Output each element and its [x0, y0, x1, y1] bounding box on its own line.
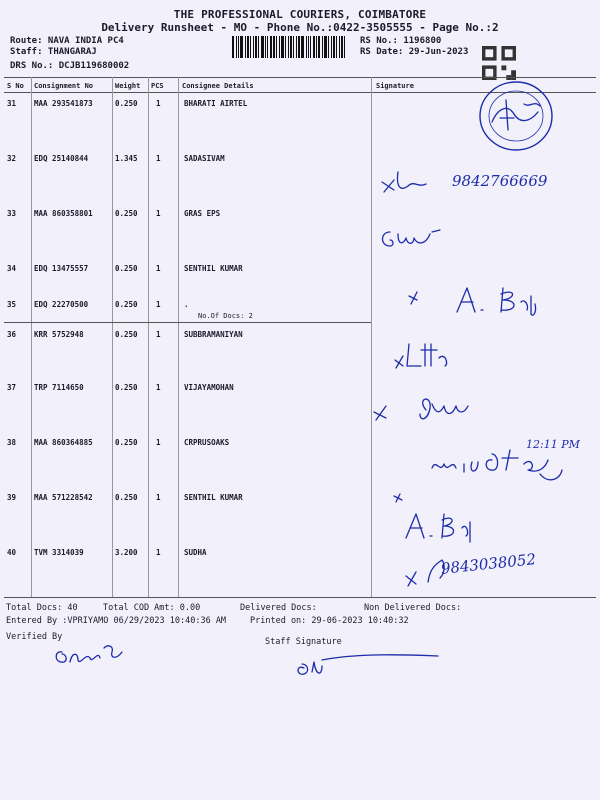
- qr-code-image: [482, 46, 516, 80]
- row-consignee: SUBBRAMANIYAN: [184, 330, 243, 339]
- row-consignment-no: MAA 293541873: [34, 99, 93, 108]
- row-sno: 31: [7, 99, 17, 108]
- row-weight: 0.250: [115, 383, 138, 392]
- row-pcs: 1: [156, 99, 161, 108]
- row-sno: 32: [7, 154, 17, 163]
- row-consignment-no: TVM 3314039: [34, 548, 84, 557]
- col-header-consignee: Consignee Details: [182, 82, 254, 90]
- row-pcs: 1: [156, 438, 161, 447]
- row-sno: 40: [7, 548, 17, 557]
- verified-by-label: Verified By: [6, 632, 63, 642]
- signature-row-36: [393, 340, 463, 374]
- row-pcs: 1: [156, 493, 161, 502]
- row-consignment-no: MAA 860358801: [34, 209, 93, 218]
- row-sno: 35: [7, 300, 17, 309]
- row-weight: 3.200: [115, 548, 138, 557]
- printed-on: Printed on: 29-06-2023 10:40:32: [250, 616, 409, 626]
- row-sno: 38: [7, 438, 17, 447]
- barcode-image: [232, 36, 350, 58]
- row-consignee: SUDHA: [184, 548, 207, 557]
- verifier-signature: [52, 640, 132, 670]
- row-pcs: 1: [156, 300, 161, 309]
- rs-number: RS No.: 1196800: [360, 36, 442, 46]
- total-docs: Total Docs: 40: [6, 603, 78, 613]
- handwritten-phone-40: 9843038052: [440, 550, 537, 578]
- staff-signature: [292, 652, 442, 682]
- row-weight: 0.250: [115, 330, 138, 339]
- row-consignment-no: TRP 7114650: [34, 383, 84, 392]
- row-consignee: BHARATI AIRTEL: [184, 99, 248, 108]
- staff-label: Staff: THANGARAJ: [10, 47, 97, 57]
- row-consignment-no: MAA 860364885: [34, 438, 93, 447]
- route-label: Route: NAVA INDIA PC4: [10, 36, 124, 46]
- row-pcs: 1: [156, 330, 161, 339]
- row-sno: 33: [7, 209, 17, 218]
- row-weight: 1.345: [115, 154, 138, 163]
- row-consignment-no: EDQ 25140844: [34, 154, 89, 163]
- row-sno: 37: [7, 383, 17, 392]
- row-consignee: .: [184, 300, 189, 309]
- signature-row-39: [388, 492, 478, 546]
- signature-row-33: [378, 226, 448, 252]
- company-title: THE PROFESSIONAL COURIERS, COIMBATORE: [173, 8, 427, 21]
- row-sno: 39: [7, 493, 17, 502]
- col-header-sno: S No: [7, 82, 24, 90]
- signature-row-32: [378, 168, 438, 204]
- row-weight: 0.250: [115, 209, 138, 218]
- col-header-weight: Weight: [115, 82, 141, 90]
- drs-number: DRS No.: DCJB119680002: [10, 61, 130, 71]
- row-consignee: GRAS EPS: [184, 209, 221, 218]
- signature-row-37: [370, 392, 480, 432]
- row-consignment-no: EDQ 22270500: [34, 300, 89, 309]
- col-header-pcs: PCS: [151, 82, 164, 90]
- non-delivered-docs: Non Delivered Docs:: [364, 603, 462, 613]
- delivered-docs: Delivered Docs:: [240, 603, 317, 613]
- row-separator: [4, 322, 371, 323]
- row-consignee: SENTHIL KUMAR: [184, 493, 243, 502]
- rs-date: RS Date: 29-Jun-2023: [360, 47, 469, 57]
- row-consignment-no: MAA 571228542: [34, 493, 93, 502]
- col-header-signature: Signature: [376, 82, 414, 90]
- row-sno: 36: [7, 330, 17, 339]
- row-consignee: VIJAYAMOHAN: [184, 383, 234, 392]
- runsheet-subtitle: Delivery Runsheet - MO - Phone No.:0422-3505555 - Page No.:2: [101, 21, 499, 34]
- row-consignee: CRPRUSOAKS: [184, 438, 230, 447]
- delivery-stamp-seal: [478, 78, 558, 158]
- row-consignment-no: KRR 5752948: [34, 330, 84, 339]
- row-weight: 0.250: [115, 300, 138, 309]
- signature-row-34-35: [405, 284, 540, 318]
- row-weight: 0.250: [115, 264, 138, 273]
- total-cod-amount: Total COD Amt: 0.00: [103, 603, 201, 613]
- row-weight: 0.250: [115, 438, 138, 447]
- staff-signature-label: Staff Signature: [265, 637, 342, 647]
- entered-by: Entered By :VPRIYAMO 06/29/2023 10:40:36 AM: [6, 616, 227, 626]
- row-pcs: 1: [156, 209, 161, 218]
- row-weight: 0.250: [115, 493, 138, 502]
- handwritten-phone-32: 9842766669: [452, 172, 548, 190]
- row-consignment-no: EDQ 13475557: [34, 264, 89, 273]
- row-doc-count-note: No.Of Docs: 2: [198, 312, 253, 320]
- row-consignee: SADASIVAM: [184, 154, 225, 163]
- row-weight: 0.250: [115, 99, 138, 108]
- row-consignee: SENTHIL KUMAR: [184, 264, 243, 273]
- row-pcs: 1: [156, 548, 161, 557]
- row-sno: 34: [7, 264, 17, 273]
- row-pcs: 1: [156, 154, 161, 163]
- col-header-consignment: Consignment No: [34, 82, 94, 90]
- handwritten-time-38: 12:11 PM: [526, 438, 580, 451]
- row-pcs: 1: [156, 264, 161, 273]
- row-pcs: 1: [156, 383, 161, 392]
